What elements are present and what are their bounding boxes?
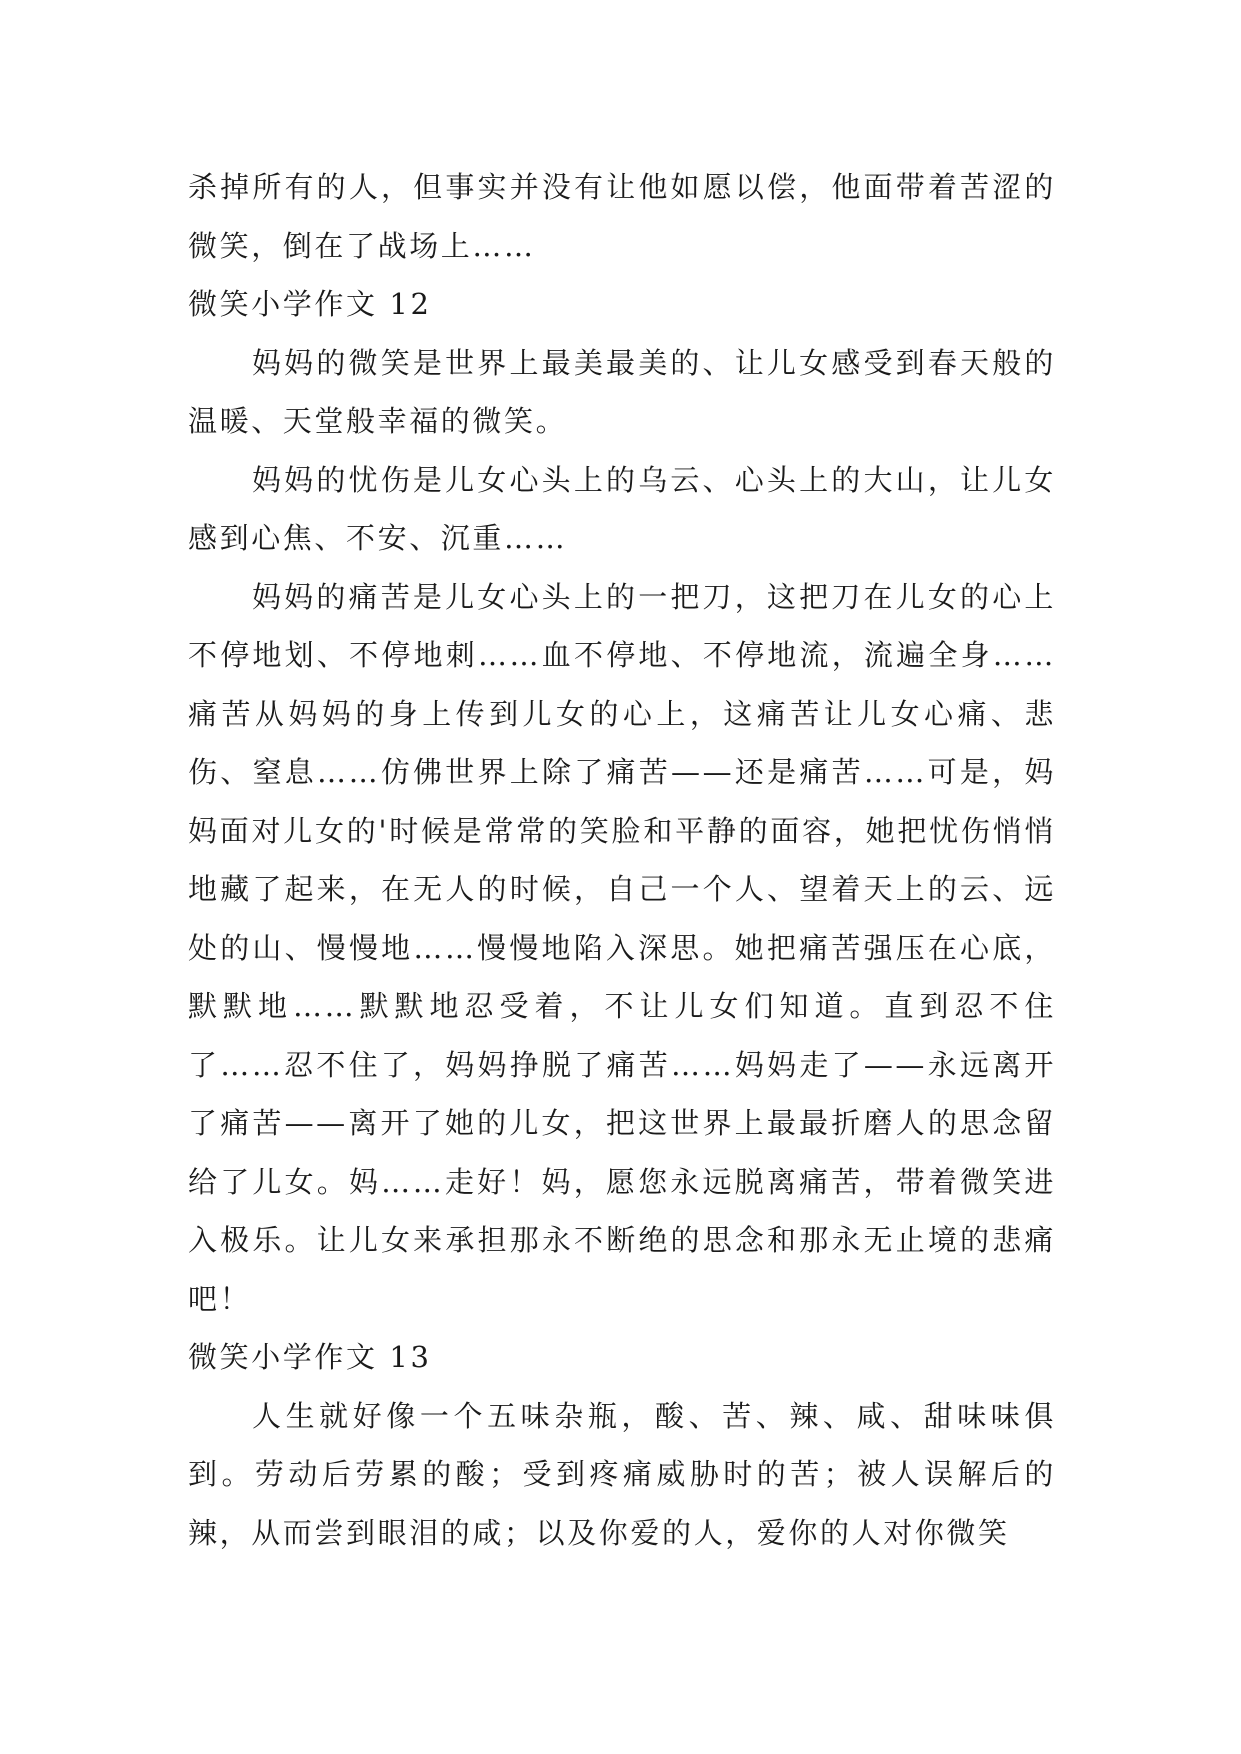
document-page (188, 158, 1056, 1562)
paragraph: 妈妈的微笑是世界上最美最美的、让儿女感受到春天般的温暖、天堂般幸福的微笑。 (188, 345, 1056, 438)
section-heading-13: 微笑小学作文 13 (188, 1340, 432, 1374)
paragraph: 妈妈的忧伤是儿女心头上的乌云、心头上的大山，让儿女感到心焦、不安、沉重…… (188, 462, 1056, 555)
paragraph-continued: 杀掉所有的人，但事实并没有让他如愿以偿，他面带着苦涩的微笑，倒在了战场上…… (188, 170, 1056, 263)
section-heading-12: 微笑小学作文 12 (188, 287, 432, 321)
paragraph: 人生就好像一个五味杂瓶，酸、苦、辣、咸、甜味味俱到。劳动后劳累的酸；受到疼痛威胁时的苦；被人误解后的辣，从而尝到眼泪的咸；以及你爱的人，爱你的人对你微笑 (188, 1398, 1056, 1550)
paragraph: 妈妈的痛苦是儿女心头上的一把刀，这把刀在儿女的心上不停地划、不停地刺……血不停地、不停地流，流遍全身……痛苦从妈妈的身上传到儿女的心上，这痛苦让儿女心痛、悲伤、窒息……仿佛世界上除了痛苦——还是痛苦……可是，妈妈面对儿女的'时候是常常的笑脸和平静的面容，她把忧伤悄悄地藏了起来，在无人的时候，自己一个人、望着天上的云、远处的山、慢慢地……慢慢地陷入深思。她把痛苦强压在心底，默默地……默默地忍受着，不让儿女们知道。直到忍不住了……忍不住了，妈妈挣脱了痛苦……妈妈走了——永远离开了痛苦——离开了她的儿女，把这世界上最最折磨人的思念留给了儿女。妈……走好！妈，愿您永远脱离痛苦，带着微笑进入极乐。让儿女来承担那永不断绝的思念和那永无止境的悲痛吧！ (188, 579, 1056, 1316)
